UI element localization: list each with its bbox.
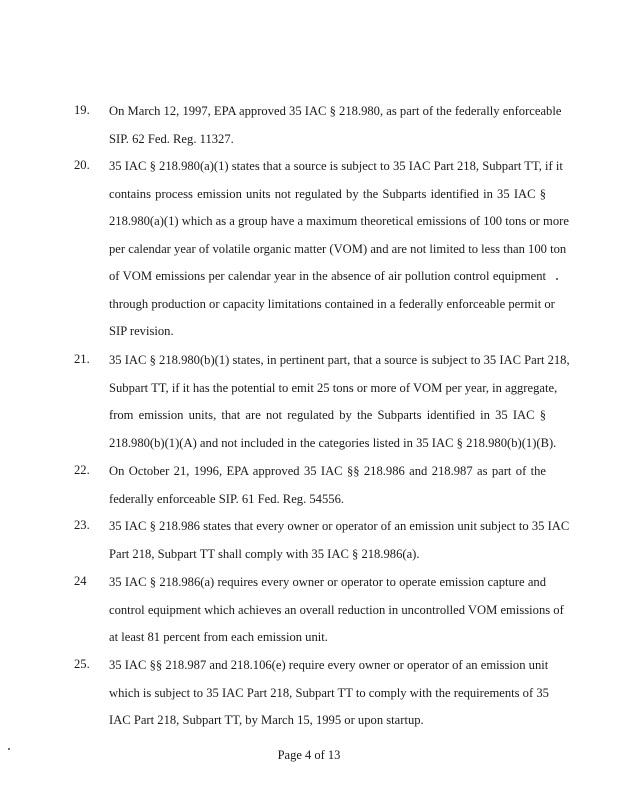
paragraph-line: Part 218, Subpart TT shall comply with 35 IAC § 218.986(a). [109, 546, 420, 561]
paragraph-line: IAC Part 218, Subpart TT, by March 15, 1995 or upon startup. [109, 713, 424, 727]
paragraph-number: 25. [74, 657, 90, 671]
paragraph-20 [74, 158, 569, 351]
paragraph-21 [74, 352, 570, 462]
paragraph-number: 22. [74, 463, 90, 477]
paragraph-19 [74, 103, 562, 158]
paragraph-line: 35 IAC § 218.986(a) requires every owner or operator to operate emission capture and [109, 575, 546, 589]
paragraph-line: SIP. 62 Fed. Reg. 11327. [109, 131, 234, 146]
paragraph-line: per calendar year of volatile organic matter (VOM) and are not limited to less than 100 ton [109, 241, 567, 256]
paragraph-line: of VOM emissions per calendar year in the absence of air pollution control equipment [109, 269, 546, 283]
paragraph-line: control equipment which achieves an overall reduction in uncontrolled VOM emissions of [109, 602, 564, 617]
paragraph-22 [74, 463, 546, 518]
scan-speck [556, 278, 558, 280]
page-number-footer: Page 4 of 13 [277, 748, 341, 762]
paragraph-line: SIP revision. [109, 324, 174, 338]
paragraph-line: On October 21, 1996, EPA approved 35 IAC §§ 218.986 and 218.987 as part of the [109, 464, 546, 478]
paragraph-number: 19. [74, 103, 90, 117]
paragraph-line: 35 IAC § 218.980(b)(1) states, in pertinent part, that a source is subject to 35 IAC Part 218, [109, 353, 570, 367]
paragraph-line: On March 12, 1997, EPA approved 35 IAC § 218.980, as part of the federally enforceable [109, 104, 562, 118]
paragraph-line: contains process emission units not regulated by the Subparts identified in 35 IAC § [109, 186, 546, 201]
paragraph-25 [74, 657, 549, 740]
paragraph-number: 21. [74, 352, 90, 366]
paragraph-line: at least 81 percent from each emission unit. [109, 630, 328, 644]
paragraph-line: 35 IAC § 218.980(a)(1) states that a source is subject to 35 IAC Part 218, Subpart TT, if it [109, 159, 563, 173]
paragraph-line: which is subject to 35 IAC Part 218, Subpart TT to comply with the requirements of 35 [109, 685, 549, 700]
scan-speck [8, 748, 10, 750]
paragraph-line: 35 IAC §§ 218.987 and 218.106(e) require every owner or operator of an emission unit [109, 658, 549, 672]
paragraph-line: 35 IAC § 218.986 states that every owner or operator of an emission unit subject to 35 IAC [109, 519, 570, 533]
paragraph-line: Subpart TT, if it has the potential to emit 25 tons or more of VOM per year, in aggregate, [109, 380, 558, 395]
paragraph-number: 20. [74, 158, 90, 172]
paragraph-number: 24 [74, 574, 87, 588]
paragraph-line: from emission units, that are not regulated by the Subparts identified in 35 IAC § [109, 408, 546, 422]
paragraph-line: through production or capacity limitations contained in a federally enforceable permit or [109, 296, 555, 311]
paragraph-23 [74, 518, 570, 573]
paragraph-line: 218.980(a)(1) which as a group have a maximum theoretical emissions of 100 tons or more [109, 214, 569, 228]
paragraph-24 [74, 574, 564, 657]
paragraph-line: 218.980(b)(1)(A) and not included in the categories listed in 35 IAC § 218.980(b)(1)(B). [109, 435, 557, 450]
paragraph-line: federally enforceable SIP. 61 Fed. Reg. 54556. [109, 491, 345, 506]
paragraph-number: 23. [74, 518, 90, 532]
